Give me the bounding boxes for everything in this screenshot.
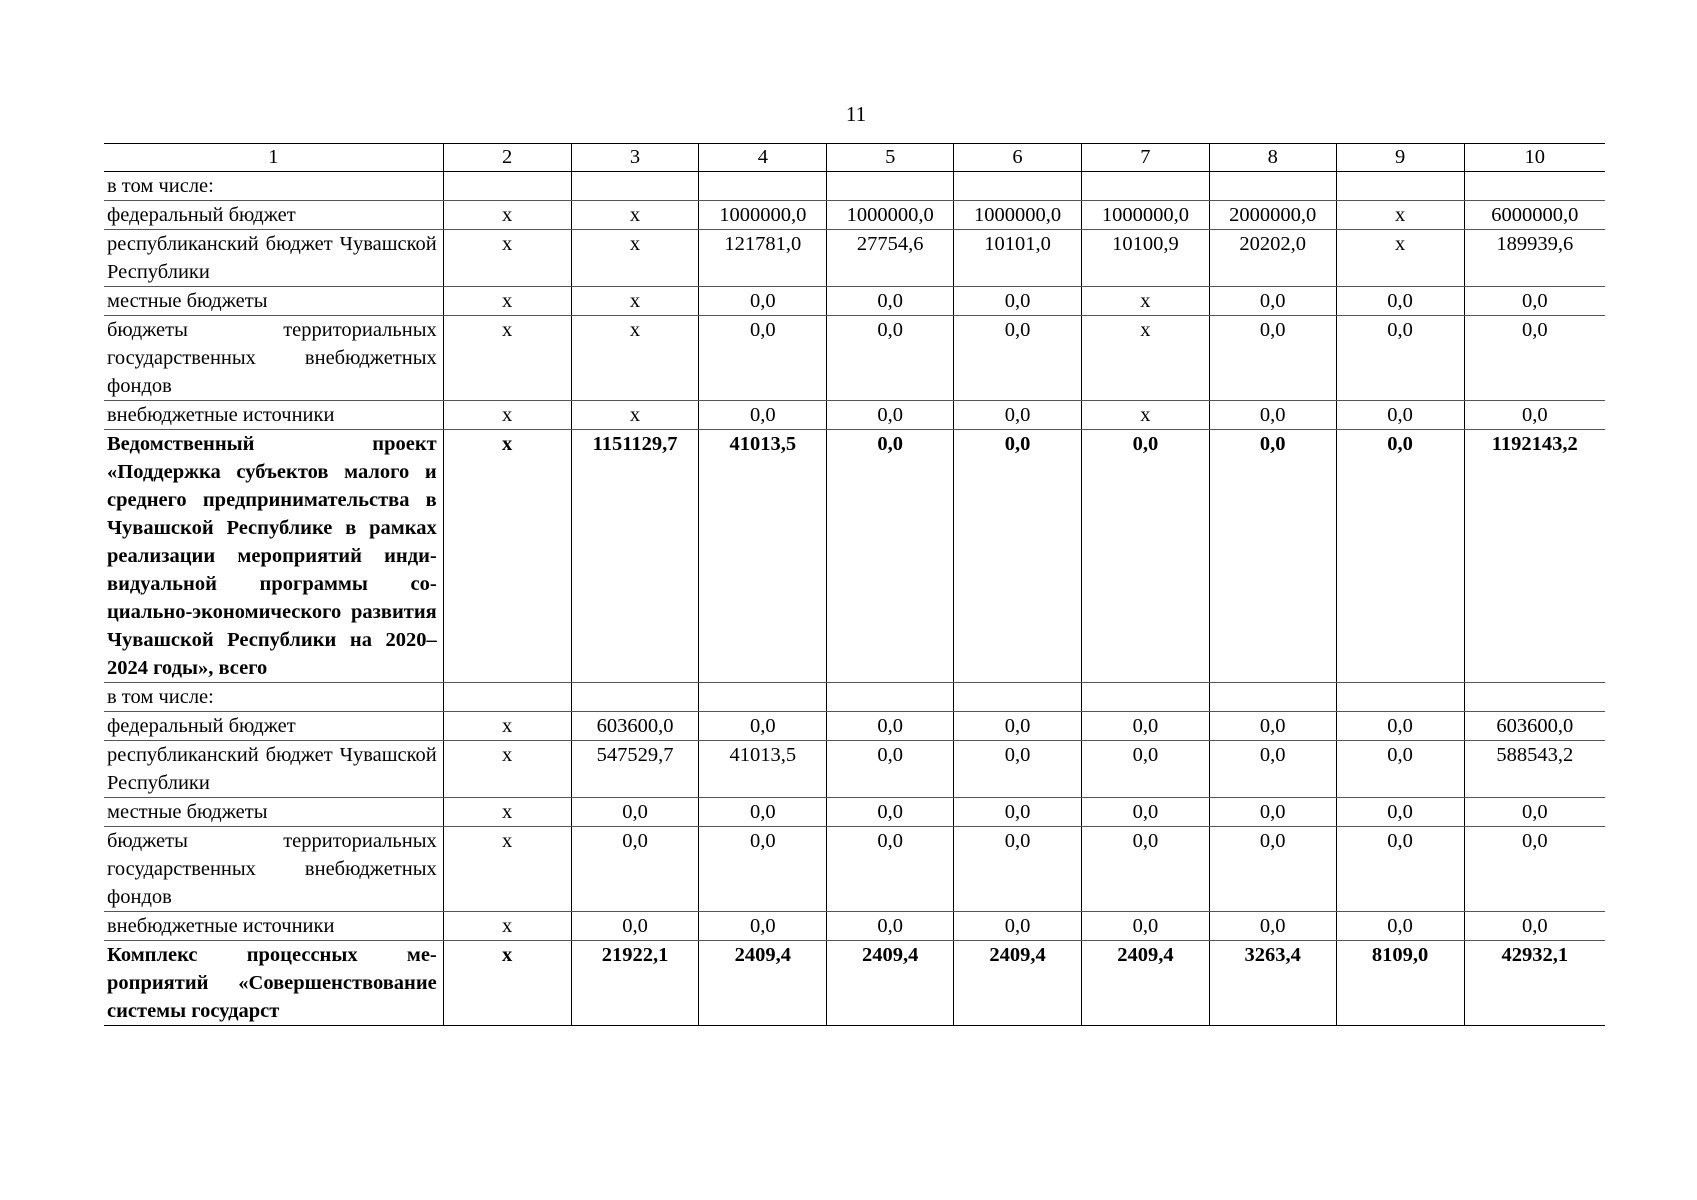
value-cell: 42932,1	[1464, 941, 1605, 1026]
value-cell: 3263,4	[1209, 941, 1336, 1026]
value-cell: 0,0	[827, 287, 954, 316]
value-cell	[1464, 172, 1605, 201]
value-cell: 0,0	[699, 827, 827, 912]
column-number-3: 3	[571, 144, 699, 172]
value-cell: 2409,4	[827, 941, 954, 1026]
value-cell: 0,0	[954, 712, 1082, 741]
value-cell	[571, 172, 699, 201]
value-cell: 0,0	[954, 741, 1082, 798]
value-cell: 1000000,0	[954, 201, 1082, 230]
value-cell: 0,0	[827, 798, 954, 827]
value-cell	[1081, 683, 1209, 712]
value-cell: х	[1081, 287, 1209, 316]
value-cell: 0,0	[827, 712, 954, 741]
row-label: республиканский бюджет Чувашской Республики	[104, 230, 443, 287]
value-cell: 0,0	[1209, 741, 1336, 798]
value-cell: х	[443, 741, 571, 798]
value-cell: х	[571, 230, 699, 287]
column-number-7: 7	[1081, 144, 1209, 172]
value-cell	[1209, 683, 1336, 712]
value-cell: 2409,4	[954, 941, 1082, 1026]
value-cell: 0,0	[954, 316, 1082, 401]
value-cell: 0,0	[1209, 401, 1336, 430]
value-cell: 121781,0	[699, 230, 827, 287]
value-cell: 27754,6	[827, 230, 954, 287]
value-cell	[571, 683, 699, 712]
value-cell: 1000000,0	[699, 201, 827, 230]
value-cell: 0,0	[1209, 430, 1336, 683]
value-cell: 0,0	[954, 430, 1082, 683]
column-number-6: 6	[954, 144, 1082, 172]
value-cell: 0,0	[954, 287, 1082, 316]
value-cell: х	[1336, 230, 1464, 287]
value-cell: 0,0	[1464, 912, 1605, 941]
value-cell: 21922,1	[571, 941, 699, 1026]
value-cell	[954, 172, 1082, 201]
value-cell: 0,0	[954, 912, 1082, 941]
value-cell: 0,0	[1209, 316, 1336, 401]
value-cell: 2409,4	[699, 941, 827, 1026]
value-cell: х	[443, 287, 571, 316]
value-cell: 603600,0	[1464, 712, 1605, 741]
value-cell: х	[443, 827, 571, 912]
value-cell: 0,0	[827, 741, 954, 798]
value-cell: х	[1081, 401, 1209, 430]
budget-table	[104, 143, 1605, 1026]
value-cell: 10100,9	[1081, 230, 1209, 287]
row-label: в том числе:	[104, 683, 443, 712]
row-label: федеральный бюджет	[104, 712, 443, 741]
value-cell: 8109,0	[1336, 941, 1464, 1026]
column-number-5: 5	[827, 144, 954, 172]
value-cell: 41013,5	[699, 741, 827, 798]
value-cell: 0,0	[1336, 827, 1464, 912]
value-cell: 0,0	[699, 798, 827, 827]
value-cell: 0,0	[827, 912, 954, 941]
table-row	[104, 201, 1605, 230]
table-row	[104, 172, 1605, 201]
value-cell	[954, 683, 1082, 712]
page-number: 11	[845, 102, 867, 126]
value-cell: 0,0	[1336, 401, 1464, 430]
value-cell: х	[1336, 201, 1464, 230]
value-cell: х	[443, 712, 571, 741]
value-cell	[1336, 172, 1464, 201]
value-cell: 0,0	[954, 827, 1082, 912]
value-cell	[699, 683, 827, 712]
value-cell	[443, 683, 571, 712]
value-cell: 0,0	[1209, 712, 1336, 741]
row-label: внебюджетные источники	[104, 912, 443, 941]
value-cell	[1081, 172, 1209, 201]
value-cell: 20202,0	[1209, 230, 1336, 287]
table-row	[104, 712, 1605, 741]
value-cell: 0,0	[1336, 741, 1464, 798]
value-cell: х	[571, 401, 699, 430]
value-cell: 0,0	[1336, 287, 1464, 316]
value-cell: 547529,7	[571, 741, 699, 798]
table-row	[104, 798, 1605, 827]
row-label: федеральный бюджет	[104, 201, 443, 230]
table-row	[104, 430, 1605, 683]
value-cell: х	[443, 230, 571, 287]
value-cell	[1336, 683, 1464, 712]
value-cell: 0,0	[1336, 430, 1464, 683]
value-cell: 0,0	[954, 798, 1082, 827]
value-cell: 0,0	[1464, 316, 1605, 401]
table-header-row	[104, 144, 1605, 172]
value-cell: х	[443, 941, 571, 1026]
value-cell: х	[1081, 316, 1209, 401]
value-cell: 0,0	[699, 401, 827, 430]
value-cell: 0,0	[1464, 401, 1605, 430]
value-cell	[443, 172, 571, 201]
column-number-4: 4	[699, 144, 827, 172]
value-cell: 0,0	[1336, 912, 1464, 941]
table-row	[104, 287, 1605, 316]
value-cell: х	[443, 798, 571, 827]
value-cell: 0,0	[1464, 287, 1605, 316]
value-cell: х	[443, 912, 571, 941]
value-cell: 0,0	[1081, 430, 1209, 683]
value-cell: х	[571, 316, 699, 401]
row-label: в том числе:	[104, 172, 443, 201]
value-cell: 0,0	[1081, 798, 1209, 827]
row-label: бюджеты территориальных государственных внебюджетных фондов	[104, 316, 443, 401]
value-cell: 0,0	[1336, 712, 1464, 741]
value-cell: х	[443, 316, 571, 401]
value-cell: 0,0	[699, 712, 827, 741]
value-cell: 1192143,2	[1464, 430, 1605, 683]
value-cell: 1151129,7	[571, 430, 699, 683]
value-cell: 0,0	[1336, 798, 1464, 827]
value-cell: 0,0	[1209, 798, 1336, 827]
table-row	[104, 941, 1605, 1026]
value-cell	[1464, 683, 1605, 712]
table-row	[104, 230, 1605, 287]
value-cell: 0,0	[1209, 287, 1336, 316]
column-number-1: 1	[104, 144, 443, 172]
value-cell: 0,0	[1209, 912, 1336, 941]
value-cell: 603600,0	[571, 712, 699, 741]
value-cell: 6000000,0	[1464, 201, 1605, 230]
value-cell: 0,0	[827, 401, 954, 430]
row-label: Комплекс процессных мероприятий «Совершенствование системы государст	[104, 941, 443, 1026]
value-cell: 0,0	[1081, 912, 1209, 941]
column-number-9: 9	[1336, 144, 1464, 172]
value-cell: 0,0	[954, 401, 1082, 430]
column-number-2: 2	[443, 144, 571, 172]
value-cell: 0,0	[1464, 798, 1605, 827]
value-cell: 2409,4	[1081, 941, 1209, 1026]
value-cell: 0,0	[1336, 316, 1464, 401]
column-number-10: 10	[1464, 144, 1605, 172]
table-row	[104, 827, 1605, 912]
value-cell: 0,0	[571, 827, 699, 912]
value-cell: 0,0	[827, 430, 954, 683]
value-cell: х	[443, 201, 571, 230]
table-row	[104, 912, 1605, 941]
value-cell: х	[571, 287, 699, 316]
value-cell: 1000000,0	[827, 201, 954, 230]
table-row	[104, 683, 1605, 712]
table-row	[104, 316, 1605, 401]
table-row	[104, 741, 1605, 798]
value-cell: 588543,2	[1464, 741, 1605, 798]
row-label: местные бюджеты	[104, 287, 443, 316]
value-cell: 0,0	[571, 912, 699, 941]
row-label: бюджеты территориальных государственных внебюджетных фондов	[104, 827, 443, 912]
value-cell: х	[571, 201, 699, 230]
row-label: Ведомственный проект «Поддержка субъектов малого и среднего предпринимательства в Чувашской Республике в рамках реализации мероприятий индивидуальной программы социально-экономического развития Чувашской Республики на 2020–2024 годы», всего	[104, 430, 443, 683]
value-cell: 0,0	[827, 827, 954, 912]
row-label: республиканский бюджет Чувашской Республики	[104, 741, 443, 798]
value-cell: 0,0	[699, 287, 827, 316]
row-label: внебюджетные источники	[104, 401, 443, 430]
value-cell: 0,0	[1464, 827, 1605, 912]
value-cell: 189939,6	[1464, 230, 1605, 287]
value-cell: 0,0	[1081, 741, 1209, 798]
value-cell: 41013,5	[699, 430, 827, 683]
row-label: местные бюджеты	[104, 798, 443, 827]
value-cell: 0,0	[699, 316, 827, 401]
value-cell: 0,0	[827, 316, 954, 401]
table-row	[104, 401, 1605, 430]
value-cell: 0,0	[699, 912, 827, 941]
value-cell: 0,0	[1081, 827, 1209, 912]
value-cell: 0,0	[1081, 712, 1209, 741]
column-number-8: 8	[1209, 144, 1336, 172]
value-cell: 0,0	[571, 798, 699, 827]
value-cell: 2000000,0	[1209, 201, 1336, 230]
value-cell: х	[443, 430, 571, 683]
value-cell	[827, 683, 954, 712]
value-cell	[827, 172, 954, 201]
value-cell	[699, 172, 827, 201]
value-cell	[1209, 172, 1336, 201]
value-cell: 1000000,0	[1081, 201, 1209, 230]
value-cell: 0,0	[1209, 827, 1336, 912]
value-cell: х	[443, 401, 571, 430]
value-cell: 10101,0	[954, 230, 1082, 287]
